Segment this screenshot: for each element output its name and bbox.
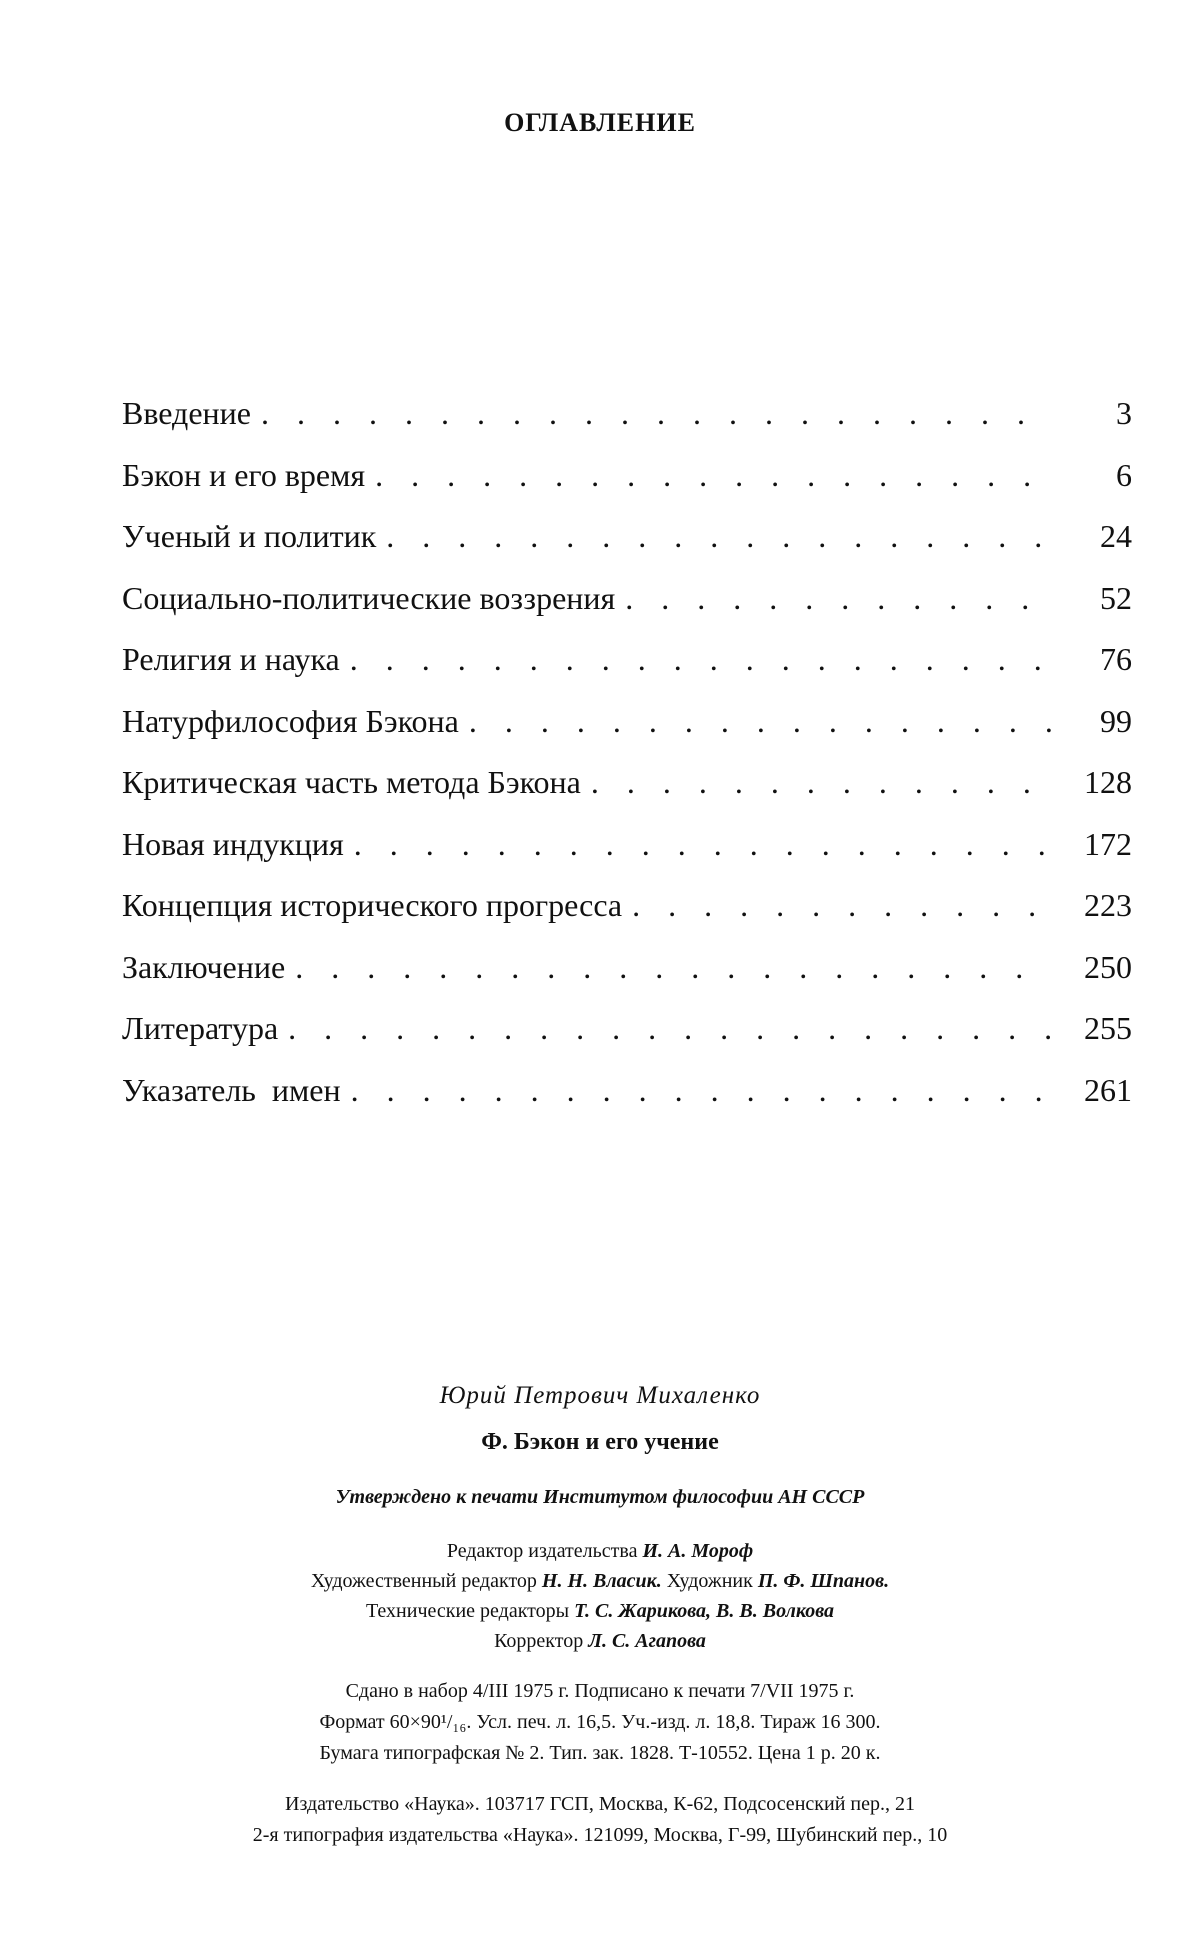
toc-entry xyxy=(122,1010,1132,1072)
toc-entry xyxy=(122,826,1132,888)
toc-entry-title: Новая индукция xyxy=(122,825,344,862)
toc-entry xyxy=(122,887,1132,949)
publisher-line: 2-я типография издательства «Наука». 121099, Москва, Г-99, Шубинский пер., 10 xyxy=(252,1823,948,1846)
editor-label: Редактор издательства xyxy=(446,1539,638,1562)
toc-entry-title: Введение xyxy=(122,395,251,431)
toc-dot-leader xyxy=(354,826,1052,863)
toc-entry-page: 172 xyxy=(1084,825,1132,862)
publisher-details xyxy=(0,1789,1200,1851)
print-line: Бумага типографская № 2. Тип. зак. 1828. Т-10552. Цена 1 р. 20 к. xyxy=(319,1741,881,1764)
toc-dot-leader xyxy=(351,1072,1052,1109)
corrector-line xyxy=(0,1626,1200,1656)
toc-entry-page: 3 xyxy=(1116,395,1132,431)
toc-dot-leader xyxy=(375,457,1052,494)
artist-name: П. Ф. Шпанов. xyxy=(757,1569,890,1592)
art-editor-label: Художественный редактор xyxy=(310,1569,537,1592)
book-title: Ф. Бэкон и его учение xyxy=(481,1428,719,1455)
toc-entry-page: 255 xyxy=(1084,1010,1132,1046)
toc-dot-leader xyxy=(288,1010,1052,1047)
toc-entry xyxy=(122,1072,1132,1134)
toc-entry-page: 223 xyxy=(1084,887,1132,923)
toc-entry-title: Заключение xyxy=(122,948,286,985)
print-details xyxy=(0,1676,1200,1769)
toc-entry xyxy=(122,703,1132,765)
tech-editors-line xyxy=(0,1596,1200,1626)
toc-entry xyxy=(122,457,1132,519)
print-line: Сдано в набор 4/III 1975 г. Подписано к печати 7/VII 1975 г. xyxy=(345,1679,855,1702)
toc-dot-leader xyxy=(261,395,1052,432)
toc-entry-page: 128 xyxy=(1084,764,1132,800)
page-title: ОГЛАВЛЕНИЕ xyxy=(504,108,696,137)
toc-entry-page: 250 xyxy=(1084,948,1132,985)
tech-editors-names: Т. С. Жарикова, В. В. Волкова xyxy=(574,1599,835,1622)
toc-dot-leader xyxy=(632,887,1052,924)
art-editor-name: Н. Н. Власик. xyxy=(541,1569,662,1592)
publisher-line: Издательство «Наука». 103717 ГСП, Москва, К-62, Подсосенский пер., 21 xyxy=(285,1792,915,1815)
toc-dot-leader xyxy=(469,703,1052,740)
print-line: Формат 60×90¹/₁₆. Усл. печ. л. 16,5. Уч.-изд. л. 18,8. Тираж 16 300. xyxy=(319,1710,881,1733)
table-of-contents xyxy=(122,395,1132,1133)
toc-entry-page: 261 xyxy=(1084,1071,1132,1108)
toc-entry-title: Указатель имен xyxy=(122,1071,341,1108)
corrector-label: Корректор xyxy=(494,1629,584,1652)
toc-dot-leader xyxy=(386,518,1052,555)
toc-entry-title: Натурфилософия Бэкона xyxy=(122,702,459,739)
toc-entry xyxy=(122,518,1132,580)
toc-entry xyxy=(122,764,1132,826)
toc-entry-page: 6 xyxy=(1116,456,1132,493)
toc-entry-page: 52 xyxy=(1100,579,1132,616)
toc-dot-leader xyxy=(295,949,1052,986)
toc-entry xyxy=(122,641,1132,703)
author-name: Юрий Петрович Михаленко xyxy=(439,1382,761,1409)
toc-dot-leader xyxy=(625,580,1052,617)
toc-dot-leader xyxy=(350,641,1052,678)
toc-entry-page: 76 xyxy=(1100,641,1132,677)
tech-editors-label: Технические редакторы xyxy=(365,1599,570,1622)
approval-note: Утверждено к печати Институтом философии АН СССР xyxy=(335,1485,865,1508)
toc-entry-title: Социально-политические воззрения xyxy=(122,579,616,616)
toc-entry xyxy=(122,949,1132,1011)
toc-entry-title: Литература xyxy=(122,1010,279,1046)
toc-entry xyxy=(122,395,1132,457)
toc-entry-page: 99 xyxy=(1100,702,1132,739)
editorial-credits xyxy=(0,1536,1200,1656)
imprint-block xyxy=(0,1380,1200,1851)
artist-label: Художник xyxy=(666,1569,753,1592)
corrector-name: Л. С. Агапова xyxy=(588,1629,706,1652)
toc-entry-title: Ученый и политик xyxy=(122,518,377,554)
editor-name: И. А. Мороф xyxy=(642,1539,754,1562)
toc-dot-leader xyxy=(591,764,1052,801)
toc-entry-page: 24 xyxy=(1100,518,1132,554)
toc-entry-title: Концепция исторического прогресса xyxy=(122,887,623,923)
editor-line xyxy=(0,1536,1200,1566)
toc-entry-title: Религия и наука xyxy=(122,641,340,677)
toc-entry-title: Бэкон и его время xyxy=(122,456,366,493)
toc-entry-title: Критическая часть метода Бэкона xyxy=(122,764,581,800)
art-editor-line xyxy=(0,1566,1200,1596)
toc-entry xyxy=(122,580,1132,642)
